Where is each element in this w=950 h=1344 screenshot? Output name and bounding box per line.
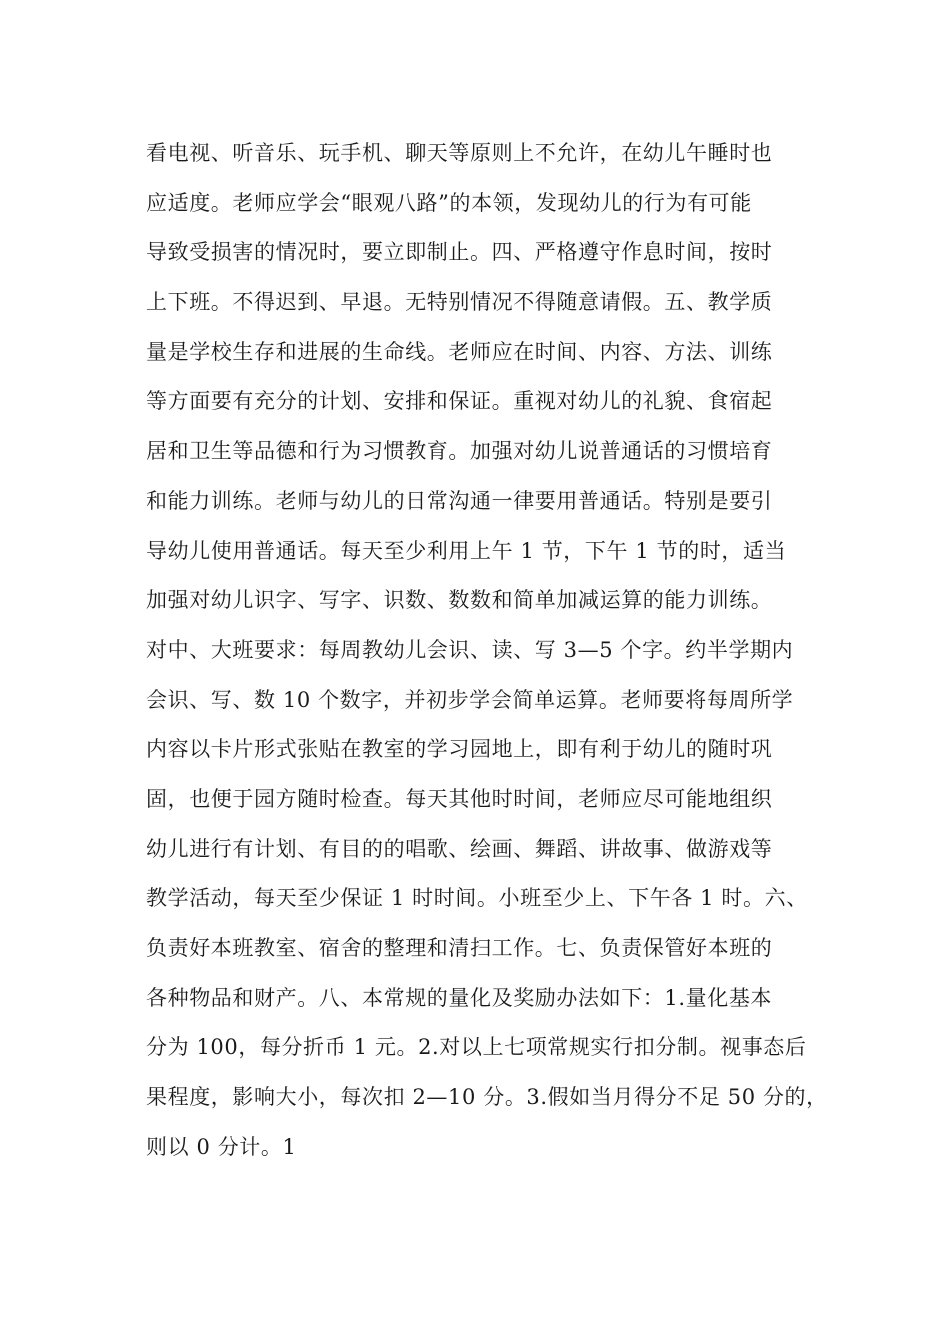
text-line: 会识、写、数 10 个数字，并初步学会简单运算。老师要将每周所学 — [146, 687, 794, 712]
text-line: 应适度。老师应学会“眼观八路”的本领，发现幼儿的行为有可能 — [146, 190, 752, 215]
text-line: 等方面要有充分的计划、安排和保证。重视对幼儿的礼貌、食宿起 — [146, 389, 773, 414]
text-line: 居和卫生等品德和行为习惯教育。加强对幼儿说普通话的习惯培育 — [146, 439, 773, 464]
text-line: 上下班。不得迟到、早退。无特别情况不得随意请假。五、教学质 — [146, 290, 773, 315]
text-line: 内容以卡片形式张贴在教室的学习园地上，即有利于幼儿的随时巩 — [146, 737, 773, 762]
text-line: 教学活动，每天至少保证 1 时时间。小班至少上、下午各 1 时。六、 — [146, 886, 808, 911]
text-line: 负责好本班教室、宿舍的整理和清扫工作。七、负责保管好本班的 — [146, 936, 773, 960]
text-line: 看电视、听音乐、玩手机、聊天等原则上不允许，在幼儿午睡时也 — [146, 141, 773, 165]
text-line: 量是学校生存和进展的生命线。老师应在时间、内容、方法、训练 — [146, 339, 773, 364]
text-line: 加强对幼儿识字、写字、识数、数数和简单加减运算的能力训练。 — [146, 588, 773, 613]
text-line: 导致受损害的情况时，要立即制止。四、严格遵守作息时间，按时 — [146, 240, 773, 265]
text-line: 分为 100，每分折币 1 元。2.对以上七项常规实行扣分制。视事态后 — [146, 1035, 807, 1060]
text-line: 和能力训练。老师与幼儿的日常沟通一律要用普通话。特别是要引 — [146, 488, 773, 513]
text-line: 则以 0 分计。1 — [146, 1134, 297, 1159]
text-line: 固，也便于园方随时检查。每天其他时时间，老师应尽可能地组织 — [146, 786, 773, 811]
text-line: 导幼儿使用普通话。每天至少利用上午 1 节，下午 1 节的时，适当 — [146, 538, 787, 563]
body-text — [146, 134, 826, 1177]
text-line: 幼儿进行有计划、有目的的唱歌、绘画、舞蹈、讲故事、做游戏等 — [146, 836, 773, 861]
text-line: 果程度，影响大小，每次扣 2—10 分。3.假如当月得分不足 50 分的， — [146, 1085, 828, 1110]
text-line: 对中、大班要求：每周教幼儿会识、读、写 3—5 个字。约半学期内 — [146, 637, 794, 662]
text-line: 各种物品和财产。八、本常规的量化及奖励办法如下：1.量化基本 — [146, 985, 773, 1010]
